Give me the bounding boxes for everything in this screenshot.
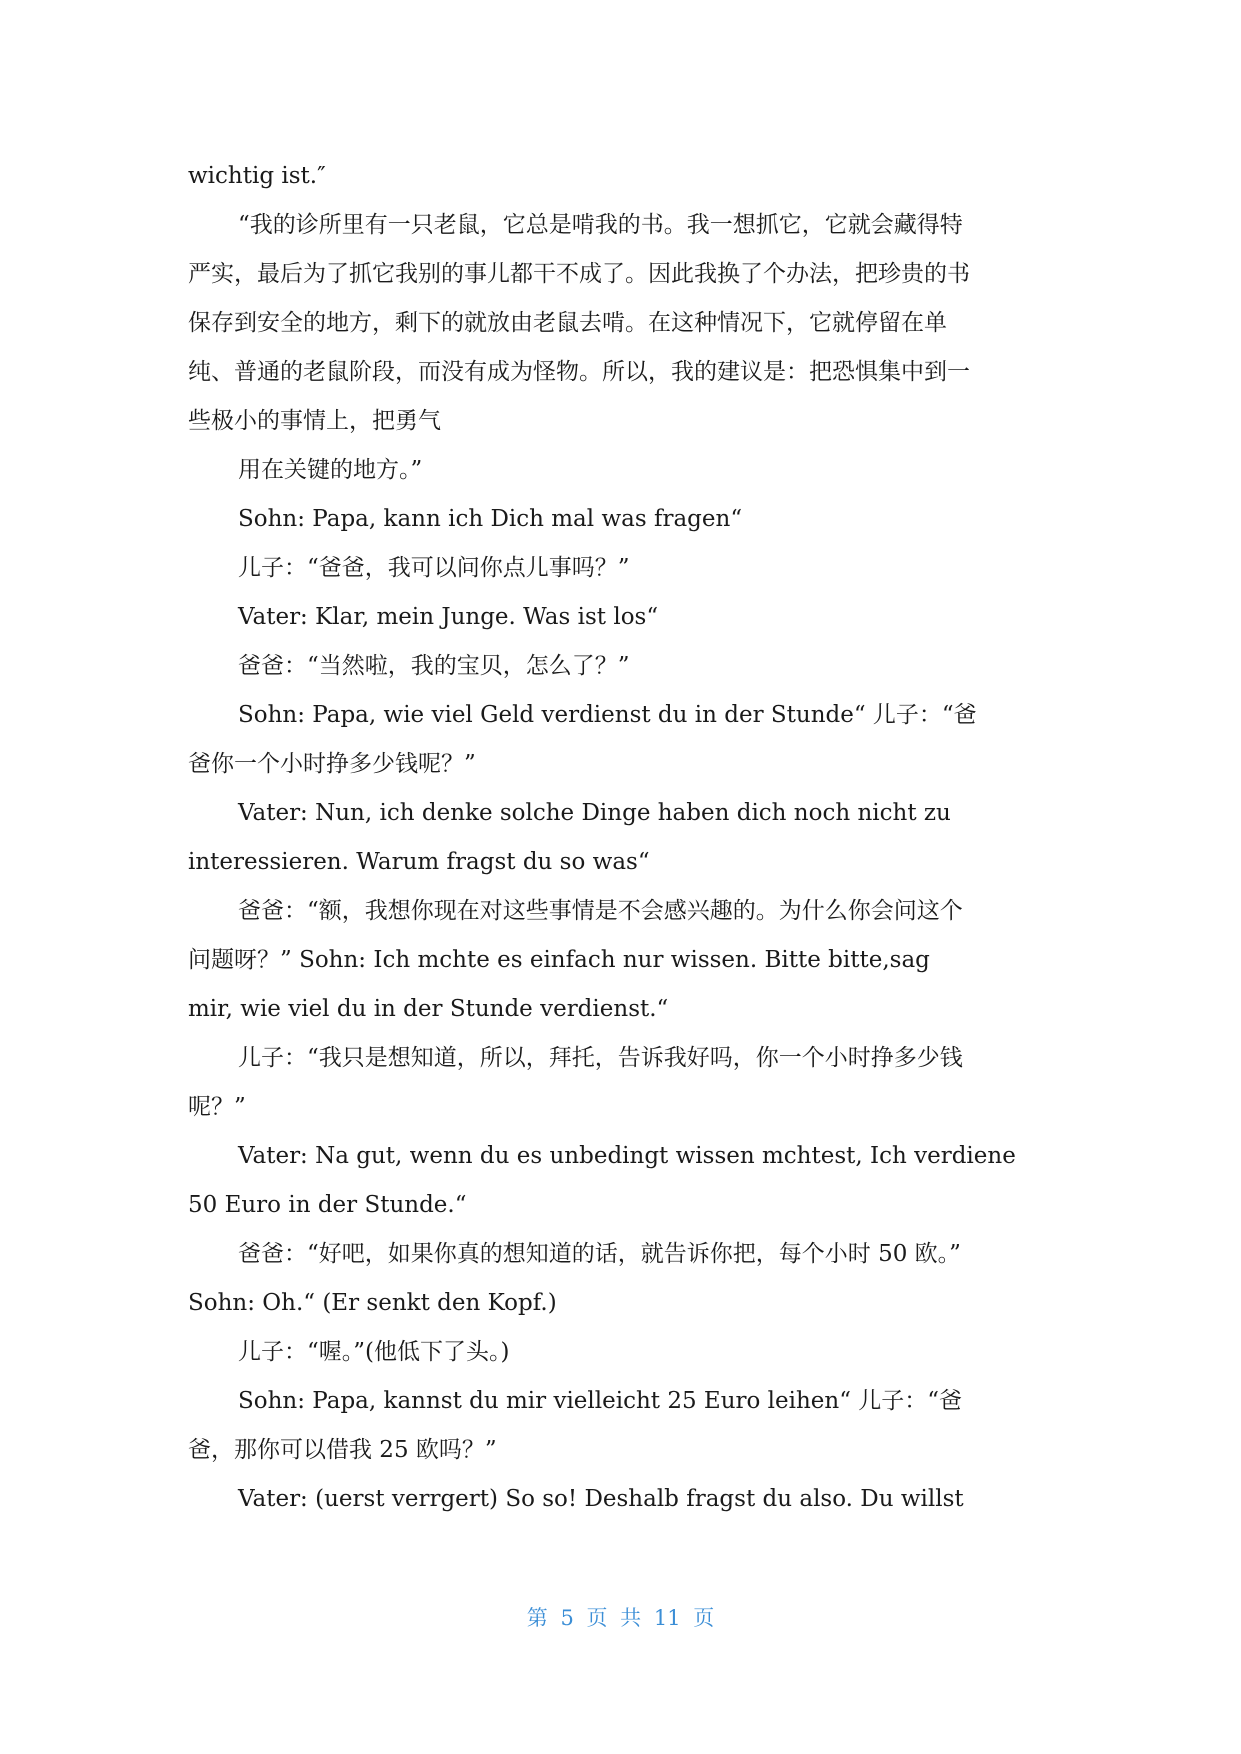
- text-line: Vater: Nun, ich denke solche Dinge haben dich noch nicht zu: [238, 800, 951, 826]
- text-line: 纯、普通的老鼠阶段，而没有成为怪物。所以，我的建议是：把恐惧集中到一: [188, 359, 970, 385]
- text-line: Sohn: Papa, wie viel Geld verdienst du in der Stunde“ 儿子：“爸: [238, 702, 977, 728]
- text-line: Sohn: Oh.“ (Er senkt den Kopf.): [188, 1290, 557, 1316]
- text-line: 爸爸：“好吧，如果你真的想知道的话，就告诉你把，每个小时 50 欧。”: [238, 1241, 961, 1267]
- text-line: “我的诊所里有一只老鼠，它总是啃我的书。我一想抓它，它就会藏得特: [238, 212, 963, 238]
- text-line: 保存到安全的地方，剩下的就放由老鼠去啃。在这种情况下，它就停留在单: [188, 310, 947, 336]
- text-line: 严实，最后为了抓它我别的事儿都干不成了。因此我换了个办法，把珍贵的书: [188, 261, 970, 287]
- text-line: wichtig ist.″: [188, 163, 326, 189]
- text-line: Vater: Na gut, wenn du es unbedingt wissen mchtest, Ich verdiene: [238, 1143, 1016, 1169]
- text-line: 儿子：“爸爸，我可以问你点儿事吗？”: [238, 555, 630, 581]
- text-line: 爸你一个小时挣多少钱呢？”: [188, 751, 476, 777]
- text-line: 儿子：“喔。”(他低下了头。): [238, 1339, 510, 1365]
- text-line: Vater: (uerst verrgert) So so! Deshalb fragst du also. Du willst: [238, 1486, 964, 1512]
- text-line: mir, wie viel du in der Stunde verdienst.“: [188, 996, 669, 1022]
- document-body: [188, 152, 1058, 1524]
- text-line: interessieren. Warum fragst du so was“: [188, 849, 650, 875]
- text-line: 爸爸：“额，我想你现在对这些事情是不会感兴趣的。为什么你会问这个: [238, 898, 963, 924]
- text-line: 些极小的事情上，把勇气: [188, 408, 441, 434]
- text-line: Vater: Klar, mein Junge. Was ist los“: [238, 604, 659, 630]
- text-line: 50 Euro in der Stunde.“: [188, 1192, 467, 1218]
- text-line: Sohn: Papa, kann ich Dich mal was fragen“: [238, 506, 743, 532]
- text-line: 爸爸：“当然啦，我的宝贝，怎么了？”: [238, 653, 630, 679]
- page-number-footer: 第 5 页 共 11 页: [526, 1606, 715, 1630]
- text-line: 用在关键的地方。”: [238, 457, 423, 483]
- text-line: Sohn: Papa, kannst du mir vielleicht 25 Euro leihen“ 儿子：“爸: [238, 1388, 963, 1414]
- text-line: 儿子：“我只是想知道，所以，拜托，告诉我好吗，你一个小时挣多少钱: [238, 1045, 963, 1071]
- text-line: 爸，那你可以借我 25 欧吗？”: [188, 1437, 497, 1463]
- text-line: 问题呀？” Sohn: Ich mchte es einfach nur wissen. Bitte bitte,sag: [188, 947, 930, 973]
- text-line: 呢？”: [188, 1094, 246, 1120]
